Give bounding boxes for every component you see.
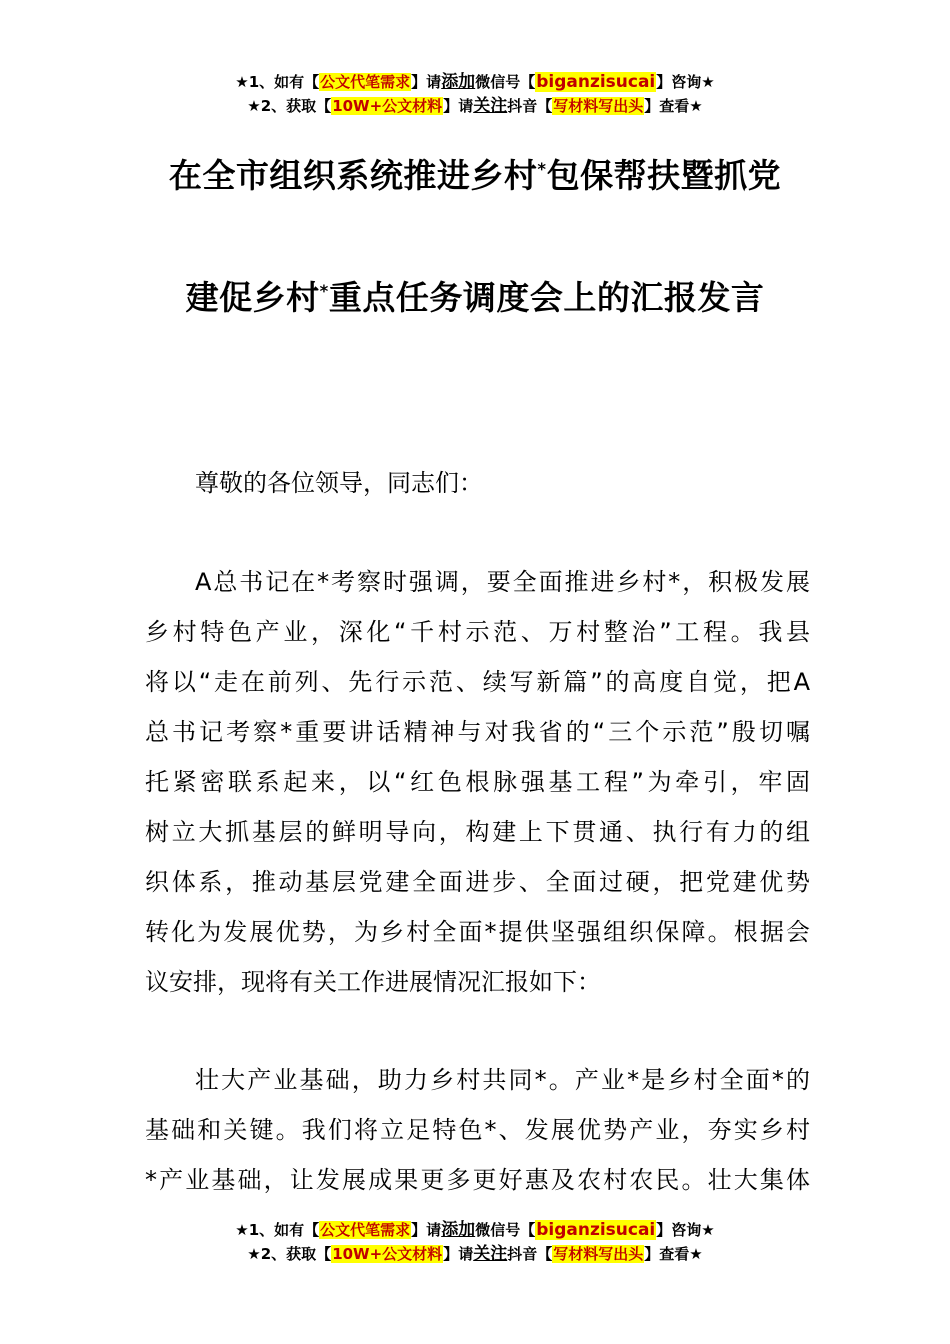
document-title-line-1: 在全市组织系统推进乡村*包保帮扶暨抓党 bbox=[168, 156, 782, 195]
banner-wechat-id: biganzisucai bbox=[536, 72, 656, 92]
paragraph-line: 乡村特色产业，深化“千村示范、万村整治”工程。我县 bbox=[145, 618, 810, 646]
banner-wechat-id: biganzisucai bbox=[536, 1220, 656, 1240]
banner-highlight: 10W+公文材料 bbox=[332, 97, 443, 115]
paragraph-line: 将以“走在前列、先行示范、续写新篇”的高度自觉，把A bbox=[145, 668, 810, 696]
banner-highlight: 10W+公文材料 bbox=[332, 1245, 443, 1263]
banner-line-1: ★1、如有【公文代笔需求】请添加微信号【biganzisucai】咨询★ bbox=[235, 1220, 715, 1240]
paragraph-line: *产业基础，让发展成果更多更好惠及农村农民。壮大集体 bbox=[145, 1166, 810, 1194]
banner-highlight: 公文代笔需求 bbox=[320, 73, 411, 91]
paragraph-line: 树立大抓基层的鲜明导向，构建上下贯通、执行有力的组 bbox=[145, 818, 810, 846]
body-paragraph-1 bbox=[145, 557, 810, 1007]
banner-line-2: ★2、获取【10W+公文材料】请关注抖音【写材料写出头】查看★ bbox=[247, 1244, 703, 1264]
paragraph-line: 织体系，推动基层党建全面进步、全面过硬，把党建优势 bbox=[145, 868, 810, 896]
salutation: 尊敬的各位领导，同志们： bbox=[195, 469, 483, 497]
paragraph-line: 壮大产业基础，助力乡村共同*。产业*是乡村全面*的 bbox=[195, 1066, 810, 1094]
banner-line-1: ★1、如有【公文代笔需求】请添加微信号【biganzisucai】咨询★ bbox=[235, 72, 715, 92]
paragraph-line: 托紧密联系起来，以“红色根脉强基工程”为牵引，牢固 bbox=[145, 768, 810, 796]
paragraph-line: 议安排，现将有关工作进展情况汇报如下： bbox=[145, 968, 601, 996]
banner-line-2: ★2、获取【10W+公文材料】请关注抖音【写材料写出头】查看★ bbox=[247, 96, 703, 116]
banner-douyin-id: 写材料写出头 bbox=[553, 1245, 644, 1263]
paragraph-line: 基础和关键。我们将立足特色*、发展优势产业，夯实乡村 bbox=[145, 1116, 810, 1144]
paragraph-line: 总书记考察*重要讲话精神与对我省的“三个示范”殷切嘱 bbox=[145, 718, 810, 746]
body-paragraph-2 bbox=[145, 1055, 810, 1205]
banner-highlight: 公文代笔需求 bbox=[320, 1221, 411, 1239]
paragraph-line: A总书记在*考察时强调，要全面推进乡村*，积极发展 bbox=[195, 568, 810, 596]
top-banner bbox=[0, 70, 950, 118]
document-title-line-2: 建促乡村*重点任务调度会上的汇报发言 bbox=[185, 278, 765, 317]
paragraph-line: 转化为发展优势，为乡村全面*提供坚强组织保障。根据会 bbox=[145, 918, 810, 946]
banner-douyin-id: 写材料写出头 bbox=[553, 97, 644, 115]
bottom-banner bbox=[0, 1218, 950, 1266]
